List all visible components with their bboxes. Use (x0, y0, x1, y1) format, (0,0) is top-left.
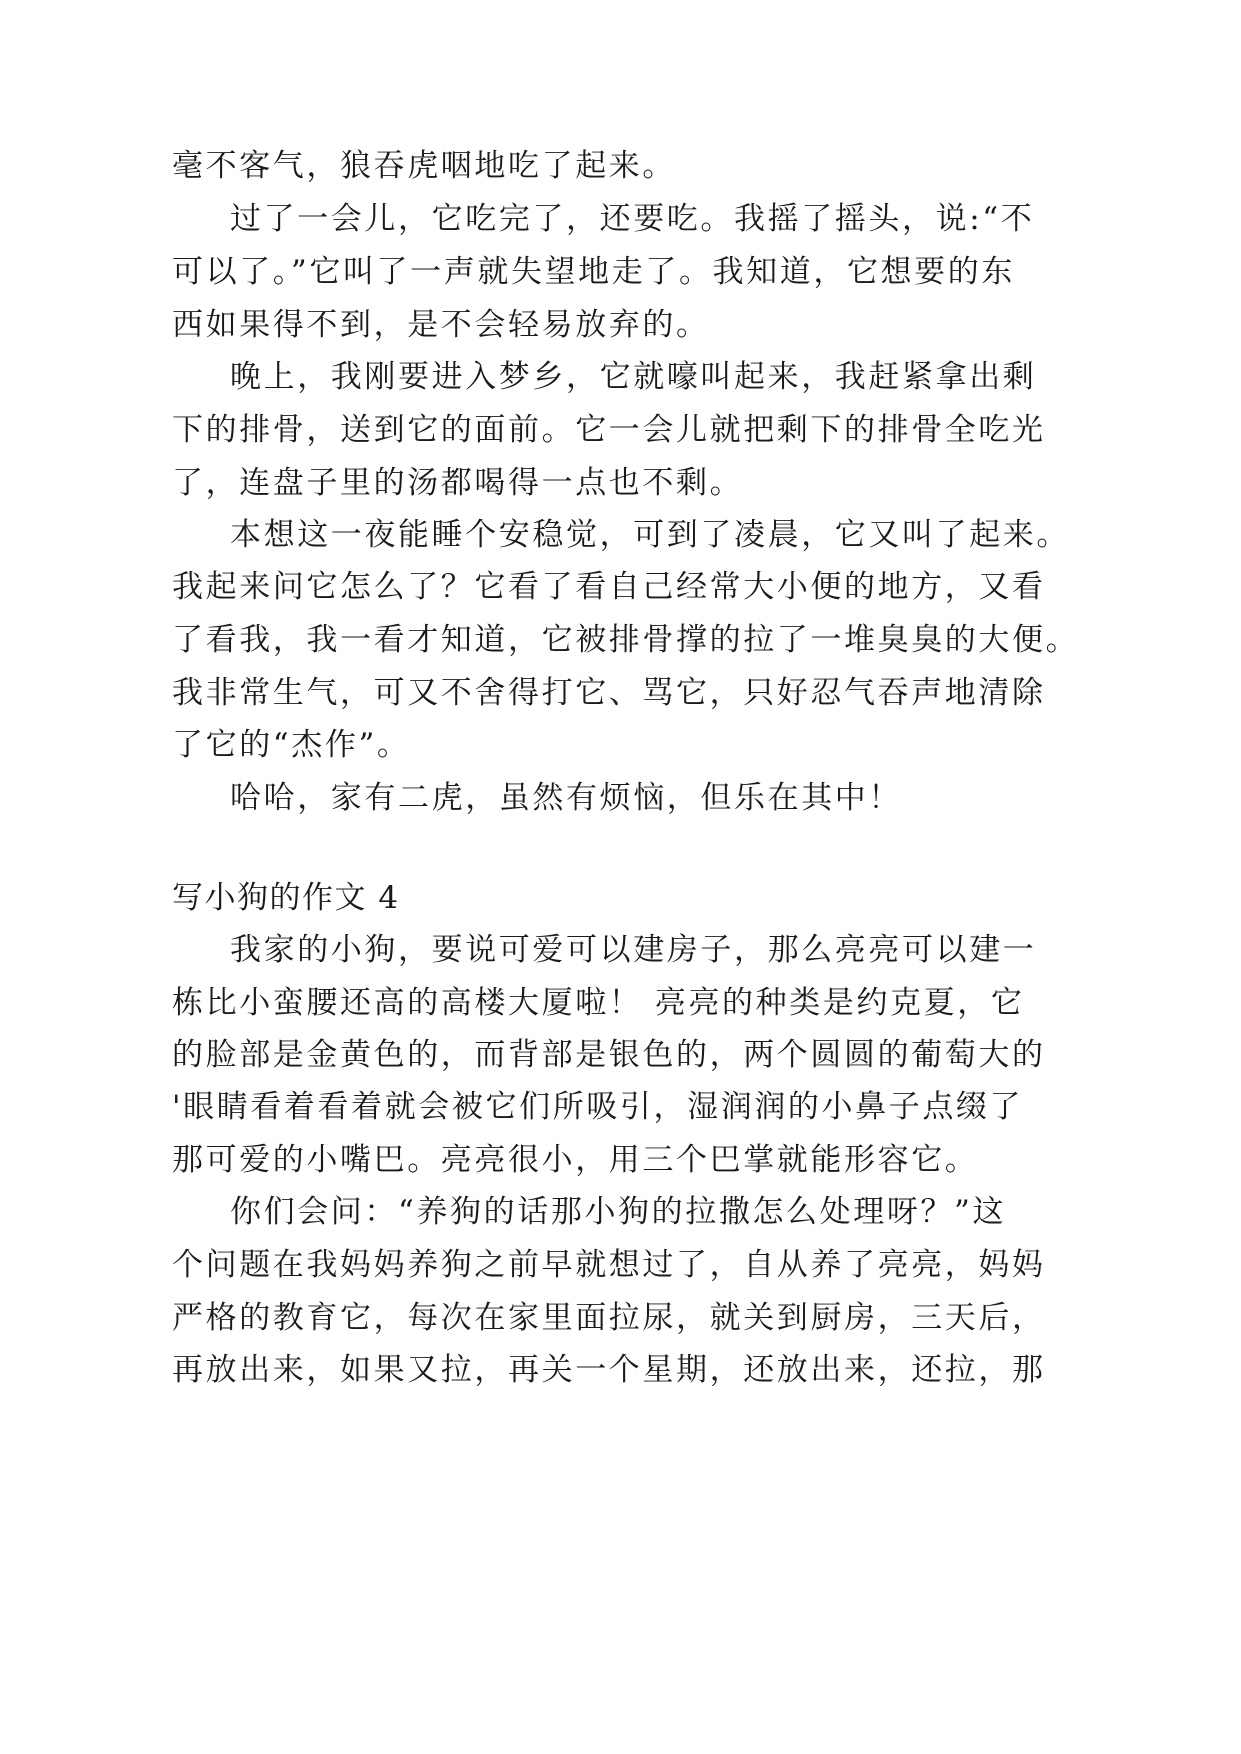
text-line: 的脸部是金黄色的，而背部是银色的，两个圆圆的葡萄大的 (172, 1037, 1046, 1073)
text-line: 再放出来，如果又拉，再关一个星期，还放出来，还拉，那 (172, 1352, 1046, 1388)
text-line: 西如果得不到，是不会轻易放弃的。 (172, 307, 710, 343)
text-line: 哈哈，家有二虎，虽然有烦恼，但乐在其中！ (230, 780, 902, 816)
text-line: 过了一会儿，它吃完了，还要吃。我摇了摇头，说:“不 (230, 201, 1035, 237)
text-line: 我家的小狗，要说可爱可以建房子，那么亮亮可以建一 (230, 932, 1037, 968)
text-line: 个问题在我妈妈养狗之前早就想过了，自从养了亮亮，妈妈 (172, 1247, 1046, 1283)
text-line: 了，连盘子里的汤都喝得一点也不剩。 (172, 465, 744, 501)
text-line: 你们会问：“养狗的话那小狗的拉撒怎么处理呀？”这 (230, 1194, 1007, 1230)
text-line: 我起来问它怎么了？它看了看自己经常大小便的地方，又看 (172, 569, 1046, 605)
text-line: 了看我，我一看才知道，它被排骨撑的拉了一堆臭臭的大便。 (172, 622, 1080, 658)
text-line: 本想这一夜能睡个安稳觉，可到了凌晨，它又叫了起来。 (230, 517, 1070, 553)
text-line: '眼睛看着看着就会被它们所吸引，湿润润的小鼻子点缀了 (172, 1089, 1024, 1125)
text-line: 那可爱的小嘴巴。亮亮很小，用三个巴掌就能形容它。 (172, 1142, 979, 1178)
text-line: 可以了。”它叫了一声就失望地走了。我知道，它想要的东 (172, 254, 1015, 290)
text-line: 严格的教育它，每次在家里面拉尿，就关到厨房，三天后， (172, 1300, 1046, 1336)
text-line: 晚上，我刚要进入梦乡，它就嚎叫起来，我赶紧拿出剩 (230, 359, 1037, 395)
text-line: 我非常生气，可又不舍得打它、骂它，只好忍气吞声地清除 (172, 675, 1046, 711)
text-line: 栋比小蛮腰还高的高楼大厦啦！ 亮亮的种类是约克夏，它 (172, 985, 1025, 1021)
text-line: 毫不客气，狼吞虎咽地吃了起来。 (172, 148, 676, 184)
text-line: 了它的“杰作”。 (172, 727, 411, 763)
section-title: 写小狗的作文 4 (172, 880, 400, 916)
text-line: 下的排骨，送到它的面前。它一会儿就把剩下的排骨全吃光 (172, 412, 1046, 448)
